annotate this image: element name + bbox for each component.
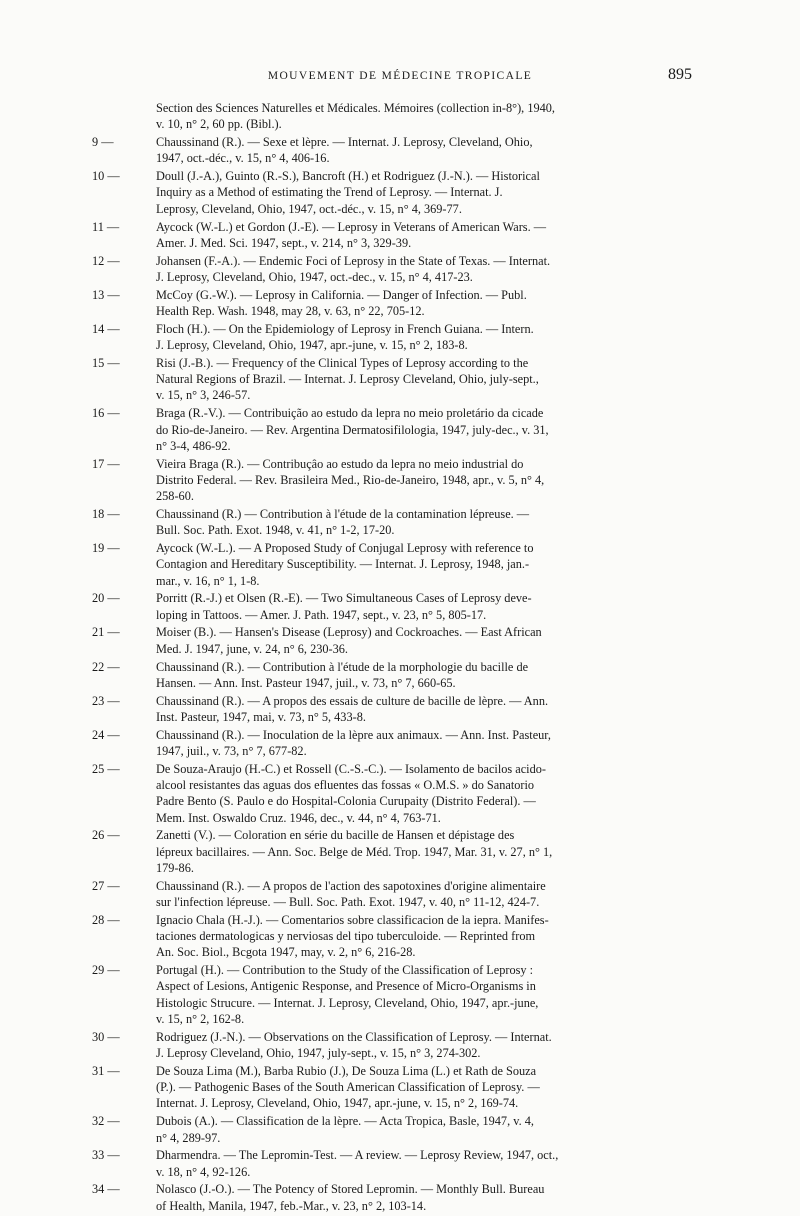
running-title: MOUVEMENT DE MÉDECINE TROPICALE: [267, 70, 533, 82]
bibliography-entry: [92, 1113, 693, 1146]
entry-number: 33 —: [92, 1147, 112, 1163]
entry-text: [156, 506, 693, 539]
entry-line: Dharmendra. — The Lepromin-Test. — A review. — Leprosy Review, 1947, oct.,: [156, 1148, 559, 1163]
page-number: 895: [668, 66, 692, 83]
entry-line: Mem. Inst. Oswaldo Cruz. 1946, dec., v. 44, n° 4, 763-71.: [156, 810, 441, 825]
entry-text: [156, 540, 693, 589]
entry-number: 13 —: [92, 287, 112, 303]
entry-number: 18 —: [92, 506, 112, 522]
entry-line: Chaussinand (R.) — Contribution à l'étude de la contamination lépreuse. —: [156, 506, 530, 521]
entry-line: Nolasco (J.-O.). — The Potency of Stored Lepromin. — Monthly Bull. Bureau: [156, 1182, 545, 1197]
entry-line: lépreux bacillaires. — Ann. Soc. Belge de Méd. Trop. 1947, Mar. 31, v. 27, n° 1,: [156, 844, 553, 859]
entry-text: [156, 456, 693, 505]
bibliography-entry: [92, 1147, 693, 1180]
entry-line: De Souza-Araujo (H.-C.) et Rossell (C.-S.-C.). — Isolamento de bacilos acido-: [156, 761, 546, 776]
entry-number: 29 —: [92, 962, 112, 978]
entry-line: Chaussinand (R.). — Inoculation de la lèpre aux animaux. — Ann. Inst. Pasteur,: [156, 727, 551, 742]
entry-line: v. 15, n° 2, 162-8.: [156, 1011, 245, 1026]
entry-line: Braga (R.-V.). — Contribuição ao estudo da lepra no meio proletário da cicade: [156, 406, 544, 421]
entry-number: 22 —: [92, 659, 112, 675]
entry-line: n° 3-4, 486-92.: [156, 438, 231, 453]
bibliography-entry: [92, 761, 693, 826]
entry-text: [156, 761, 693, 826]
entry-line: Chaussinand (R.). — A propos des essais de culture de bacille de lèpre. — Ann.: [156, 693, 549, 708]
entry-text: [156, 624, 693, 657]
entry-line: McCoy (G.-W.). — Leprosy in California. — Danger of Infection. — Publ.: [156, 287, 527, 302]
entry-text: [156, 1029, 693, 1062]
bibliography-entry: [92, 659, 693, 692]
entry-line: Zanetti (V.). — Coloration en série du bacille de Hansen et dépistage des: [156, 828, 515, 843]
entry-line: Health Rep. Wash. 1948, may 28, v. 63, n° 22, 705-12.: [156, 303, 425, 318]
bibliography-entry: [92, 827, 693, 876]
entry-text: [156, 727, 693, 760]
bibliography-entry: [92, 287, 693, 320]
entry-line: Internat. J. Leprosy, Cleveland, Ohio, 1947, apr.-june, v. 15, n° 2, 169-74.: [156, 1096, 519, 1111]
entry-text: [156, 100, 693, 133]
entry-number: 27 —: [92, 878, 112, 894]
entry-number: 24 —: [92, 727, 112, 743]
entry-text: [156, 168, 693, 217]
entry-number: 26 —: [92, 827, 112, 843]
entry-line: n° 4, 289-97.: [156, 1130, 221, 1145]
entry-number: 14 —: [92, 321, 112, 337]
entry-text: [156, 219, 693, 252]
entry-number: 21 —: [92, 624, 112, 640]
bibliography-entry: [92, 405, 693, 454]
entry-text: [156, 912, 693, 961]
entry-line: v. 15, n° 3, 246-57.: [156, 388, 251, 403]
entry-line: 1947, oct.-déc., v. 15, n° 4, 406-16.: [156, 151, 330, 166]
entry-line: Vieira Braga (R.). — Contribuçâo ao estudo da lepra no meio industrial do: [156, 456, 524, 471]
entry-text: [156, 1113, 693, 1146]
entry-line: Section des Sciences Naturelles et Médicales. Mémoires (collection in-8°), 1940,: [156, 101, 555, 115]
bibliography-entry: [116, 100, 693, 133]
entry-line: Aycock (W.-L.). — A Proposed Study of Conjugal Leprosy with reference to: [156, 541, 534, 556]
entry-line: Chaussinand (R.). — A propos de l'action des sapotoxines d'origine alimentaire: [156, 878, 546, 893]
bibliography-entry: [92, 1063, 693, 1112]
bibliography-entry: [92, 878, 693, 911]
entry-line: J. Leprosy, Cleveland, Ohio, 1947, oct.-dec., v. 15, n° 4, 417-23.: [156, 269, 473, 284]
entry-text: [156, 962, 693, 1027]
bibliography-entry: [92, 506, 693, 539]
bibliography-entry: [92, 219, 693, 252]
entry-text: [156, 1147, 693, 1180]
bibliography-entry: [92, 693, 693, 726]
bibliography-entry: [92, 912, 693, 961]
entry-line: Rodriguez (J.-N.). — Observations on the Classification of Leprosy. — Internat.: [156, 1029, 552, 1044]
entry-line: Risi (J.-B.). — Frequency of the Clinical Types of Leprosy according to the: [156, 355, 529, 370]
entry-text: [156, 693, 693, 726]
entry-text: [156, 134, 693, 167]
entry-text: [156, 590, 693, 623]
entry-text: [156, 405, 693, 454]
entry-line: Chaussinand (R.). — Sexe et lèpre. — Internat. J. Leprosy, Cleveland, Ohio,: [156, 135, 533, 150]
bibliography-entry: [92, 1181, 693, 1214]
bibliography-entry: [92, 624, 693, 657]
bibliography-entry: [92, 355, 693, 404]
entry-line: 258-60.: [156, 489, 194, 504]
entry-text: [156, 1063, 693, 1112]
bibliography-entry: [92, 456, 693, 505]
entry-number: 30 —: [92, 1029, 112, 1045]
bibliography-entry: [92, 590, 693, 623]
entry-line: sur l'infection lépreuse. — Bull. Soc. Path. Exot. 1947, v. 40, n° 11-12, 424-7.: [156, 895, 540, 910]
entry-number: 16 —: [92, 405, 112, 421]
entry-line: Bull. Soc. Path. Exot. 1948, v. 41, n° 1-2, 17-20.: [156, 523, 395, 538]
entry-number: 25 —: [92, 761, 112, 777]
entry-number: 12 —: [92, 253, 112, 269]
entry-text: [156, 827, 693, 876]
entry-number: 19 —: [92, 540, 112, 556]
entry-line: Chaussinand (R.). — Contribution à l'étude de la morphologie du bacille de: [156, 659, 529, 674]
entry-number: 32 —: [92, 1113, 112, 1129]
bibliography-entry: [92, 321, 693, 354]
entry-line: Contagion and Hereditary Susceptibility. — Internat. J. Leprosy, 1948, jan.-: [156, 557, 530, 572]
entry-line: Dubois (A.). — Classification de la lèpre. — Acta Tropica, Basle, 1947, v. 4,: [156, 1114, 534, 1129]
bibliography-entry: [92, 253, 693, 286]
bibliography-list: [92, 100, 693, 1216]
entry-line: Padre Bento (S. Paulo e do Hospital-Colonia Curupaity (Distrito Federal). —: [156, 794, 536, 809]
entry-line: do Rio-de-Janeiro. — Rev. Argentina Dermatosifilologia, 1947, july-dec., v. 31,: [156, 422, 549, 437]
entry-text: [156, 253, 693, 286]
bibliography-entry: [92, 727, 693, 760]
entry-number: 9 —: [92, 134, 112, 150]
entry-number: 28 —: [92, 912, 112, 928]
entry-line: De Souza Lima (M.), Barba Rubio (J.), De Souza Lima (L.) et Rath de Souza: [156, 1063, 537, 1078]
entry-line: v. 10, n° 2, 60 pp. (Bibl.).: [156, 117, 282, 132]
entry-number: 23 —: [92, 693, 112, 709]
entry-line: Porritt (R.-J.) et Olsen (R.-E). — Two Simultaneous Cases of Leprosy deve-: [156, 591, 532, 606]
entry-text: [156, 1181, 693, 1214]
entry-line: Doull (J.-A.), Guinto (R.-S.), Bancroft (H.) et Rodriguez (J.-N.). — Historical: [156, 169, 540, 184]
entry-text: [156, 355, 693, 404]
entry-line: Hansen. — Ann. Inst. Pasteur 1947, juil., v. 73, n° 7, 660-65.: [156, 675, 456, 690]
entry-line: Aspect of Lesions, Antigenic Response, and Presence of Micro-Organisms in: [156, 979, 536, 994]
entry-line: (P.). — Pathogenic Bases of the South American Classification of Leprosy. —: [156, 1080, 540, 1095]
entry-text: [156, 878, 693, 911]
entry-line: Leprosy, Cleveland, Ohio, 1947, oct.-déc., v. 15, n° 4, 369-77.: [156, 201, 462, 216]
entry-line: v. 18, n° 4, 92-126.: [156, 1164, 251, 1179]
entry-line: An. Soc. Biol., Bcgota 1947, may, v. 2, n° 6, 216-28.: [156, 945, 416, 960]
entry-line: loping in Tattoos. — Amer. J. Path. 1947, sept., v. 23, n° 5, 805-17.: [156, 607, 487, 622]
entry-number: 20 —: [92, 590, 112, 606]
entry-text: [156, 659, 693, 692]
entry-number: 10 —: [92, 168, 112, 184]
entry-line: Johansen (F.-A.). — Endemic Foci of Leprosy in the State of Texas. — Internat.: [156, 253, 551, 268]
entry-line: 1947, juil., v. 73, n° 7, 677-82.: [156, 744, 307, 758]
entry-number: 17 —: [92, 456, 112, 472]
entry-line: Portugal (H.). — Contribution to the Study of the Classification of Leprosy :: [156, 963, 534, 978]
entry-line: mar., v. 16, n° 1, 1-8.: [156, 573, 260, 588]
entry-line: Natural Regions of Brazil. — Internat. J. Leprosy Cleveland, Ohio, july-sept.,: [156, 372, 539, 387]
entry-line: 179-86.: [156, 860, 194, 875]
bibliography-entry: [92, 168, 693, 217]
entry-line: taciones dermatologicas y nerviosas del tipo tuberculoide. — Reprinted from: [156, 929, 536, 944]
entry-line: Ignacio Chala (H.-J.). — Comentarios sobre classificacion de la iepra. Manifes-: [156, 912, 549, 927]
bibliography-entry: [92, 1029, 693, 1062]
entry-line: Aycock (W.-L.) et Gordon (J.-E). — Leprosy in Veterans of American Wars. —: [156, 219, 547, 234]
entry-number: 15 —: [92, 355, 112, 371]
entry-number: 31 —: [92, 1063, 112, 1079]
entry-line: Histologic Strucure. — Internat. J. Leprosy, Cleveland, Ohio, 1947, apr.-june,: [156, 995, 539, 1010]
entry-number: 11 —: [92, 219, 112, 235]
entry-line: Med. J. 1947, june, v. 24, n° 6, 230-36.: [156, 641, 348, 656]
entry-number: 34 —: [92, 1181, 112, 1197]
entry-line: of Health, Manila, 1947, feb.-Mar., v. 23, n° 2, 103-14.: [156, 1198, 427, 1213]
entry-line: alcool resistantes das aguas dos efluentes das fossas « O.M.S. » do Sanatorio: [156, 778, 535, 793]
entry-line: Amer. J. Med. Sci. 1947, sept., v. 214, n° 3, 329-39.: [156, 235, 412, 250]
bibliography-entry: [92, 540, 693, 589]
entry-line: J. Leprosy, Cleveland, Ohio, 1947, apr.-june, v. 15, n° 2, 183-8.: [156, 338, 468, 353]
entry-line: Inst. Pasteur, 1947, mai, v. 73, n° 5, 433-8.: [156, 709, 366, 724]
entry-text: [156, 287, 693, 320]
entry-line: Inquiry as a Method of estimating the Trend of Leprosy. — Internat. J.: [156, 185, 503, 200]
entry-line: Moiser (B.). — Hansen's Disease (Leprosy) and Cockroaches. — East African: [156, 625, 542, 640]
entry-line: Distrito Federal. — Rev. Brasileira Med., Rio-de-Janeiro, 1948, apr., v. 5, n° 4,: [156, 472, 545, 487]
entry-line: J. Leprosy Cleveland, Ohio, 1947, july-sept., v. 15, n° 3, 274-302.: [156, 1046, 481, 1061]
bibliography-entry: [92, 962, 693, 1027]
entry-line: Floch (H.). — On the Epidemiology of Leprosy in French Guiana. — Intern.: [156, 321, 534, 336]
bibliography-entry: [92, 134, 693, 167]
entry-text: [156, 321, 693, 354]
